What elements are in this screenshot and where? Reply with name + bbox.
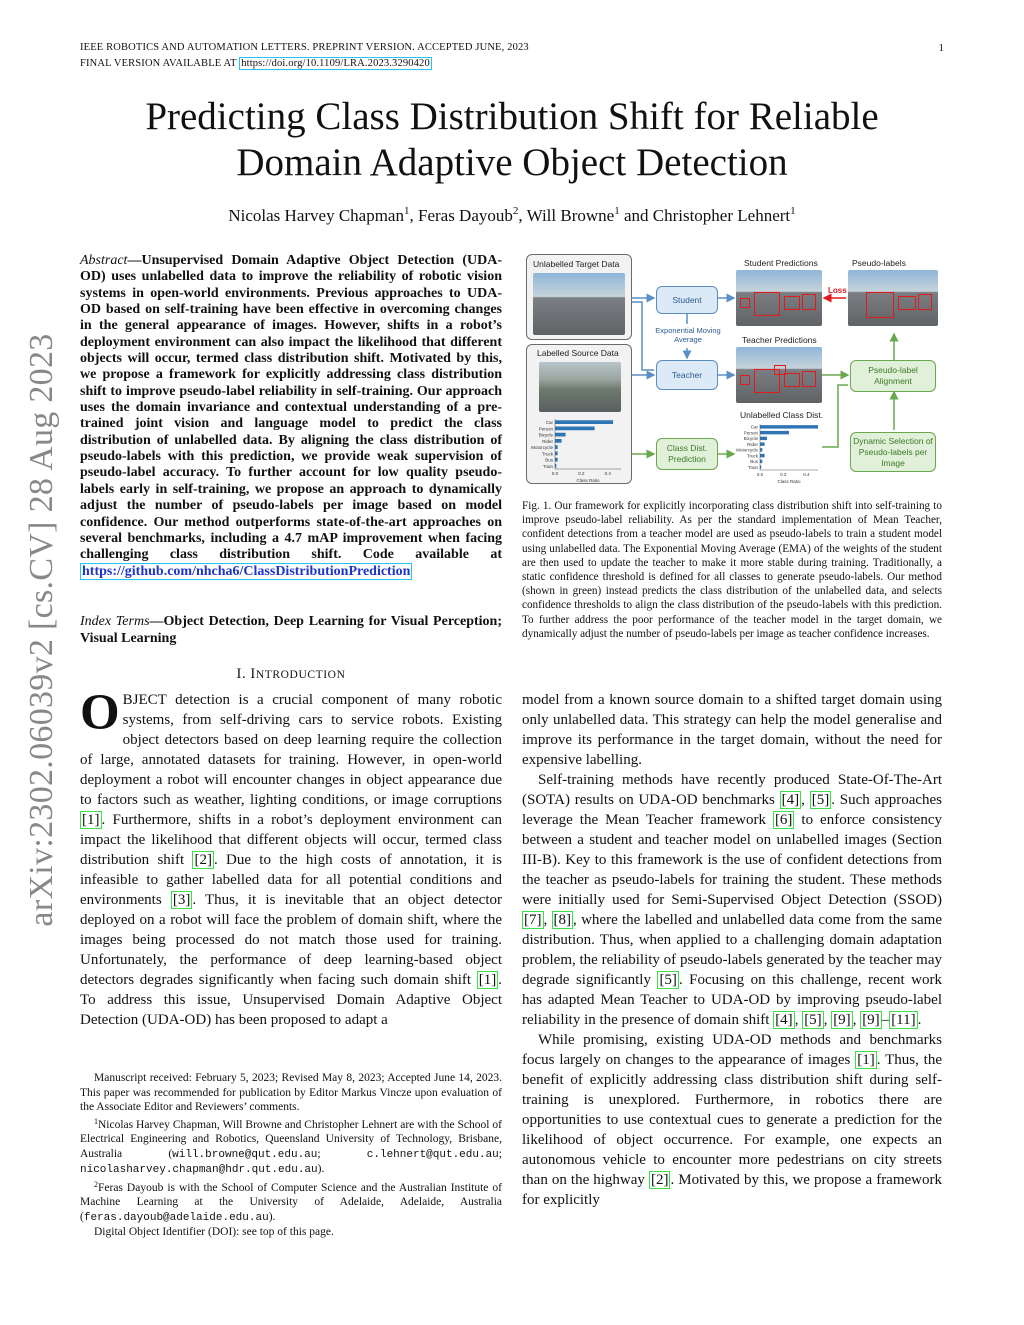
bar-category-label: Train (542, 463, 553, 469)
text: . Thus, it is inevitable that an object detector deployed on a robot will face the problem of domain shift, where the images being processed do not match those used for training. Unfortunately, the performance of deep learning-based object detectors degrades significantly when facing such domain shift (80, 892, 502, 988)
abstract-text: —Unsupervised Domain Adaptive Object Detection (UDA-OD) uses unlabelled data to improve the reliability of robotic vision systems in open-world environments. Previous approaches to UDA-OD based on self-training have been effective in overcoming changes in the general appearance of images. However, shifts in a robot’s deployment environment can also impact the likelihood that different objects will occur, termed class distribution shift. Motivated by this, we propose a framework for explicitly addressing class distribution shift to improve pseudo-label reliability in self-training. Our approach uses the domain invariance and contextual understanding of a pre-trained joint vision and language model to predict the class distribution of unlabelled data. By aligning the class distribution of pseudo-labels with this prediction, we provide weak supervision of pseudo-label accuracy. To further account for low quality pseudo-labels early in self-training, we propose an approach to dynamically adjust the number of pseudo-labels per image based on model confidence. Our method outperforms state-of-the-art approaches on several benchmarks, including a 4.7 mAP improvement when facing challenging class distribution shift. Code available at (80, 253, 502, 563)
bar-category-label: Bus (750, 459, 758, 465)
unlabelled-class-dist-chart (734, 422, 826, 484)
footnote-mark: 2 (94, 1179, 98, 1189)
bar (760, 460, 762, 463)
bar-category-label: Bicycle (743, 436, 758, 442)
citation-link[interactable]: [2] (650, 1172, 669, 1188)
text: . Motivated by this, we propose a framework for explicitly (522, 1172, 942, 1208)
text: , (801, 792, 810, 808)
citation-link[interactable]: [11] (891, 1012, 916, 1028)
doi-link[interactable]: https://doi.org/10.1109/LRA.2023.3290420 (241, 58, 430, 69)
arxiv-identifier: arXiv:2302.06039v2 [cs.CV] 28 Aug 2023 (23, 333, 60, 927)
bar-category-label: Motorcycle (736, 447, 758, 453)
text: ; (498, 1147, 502, 1160)
citation-link[interactable]: [5] (811, 792, 830, 808)
index-terms-label: Index Terms (80, 614, 150, 629)
bounding-box (898, 296, 916, 310)
loss-label: Loss (828, 286, 847, 295)
header-prefix: FINAL VERSION AVAILABLE AT (80, 58, 240, 69)
pseudo-label-alignment-node: Pseudo-label Alignment (850, 360, 936, 392)
pseudo-labels-title: Pseudo-labels (852, 258, 906, 268)
x-tick-label: 0.0 (551, 471, 559, 476)
footnote-doi: Digital Object Identifier (DOI): see top of this page. (94, 1226, 334, 1238)
text: ; (317, 1147, 367, 1160)
author-conjunction: and (623, 206, 649, 225)
paragraph: model from a known source domain to a shifted target domain using only unlabelled data. This strategy can help the model generalise and improve its performance in the target domain, without the need for expensive labelling. (522, 692, 942, 768)
paper-title (80, 94, 944, 186)
text: . To address this issue, Unsupervised Domain Adaptive Object Detection (UDA-OD) has been proposed to adapt a (80, 972, 502, 1028)
text: , (794, 1012, 803, 1028)
footnotes (80, 1071, 502, 1240)
author-affil: 1 (790, 205, 796, 217)
paragraph (522, 770, 942, 1030)
section-heading-introduction (80, 666, 502, 683)
citation-link[interactable]: [8] (553, 912, 572, 928)
text: . Thus, the benefit of explicitly addressing class distribution shift during self-training is unexplored. Furthermore, in robotics there are opportunities to use contextual cues to generate a prediction for the likelihood of object occurrence. For example, one expects an autonomous vehicle to encounter more pedestrians on city streets than on the highway (522, 1052, 943, 1188)
author-list: Nicolas Harvey Chapman$^1$, Feras Dayoub$^2$, Will Browne$^1$ and Christopher Lehnert$^1$ (228, 205, 796, 225)
running-header-line2 (80, 58, 432, 69)
figure-caption: Fig. 1. Our framework for explicitly incorporating class distribution shift into self-training to improve pseudo-label reliability. As per the standard implementation of Mean Teacher, confident detections from a teacher model are used as pseudo-labels to train a student model using unlabelled data. The Exponential Moving Average (EMA) of the weights of the student are then used to update the teacher to make it more stable during training. Traditionally, a static confidence threshold is defined for all classes to generate pseudo-labels. Our method (shown in green) instead predicts the class distribution of the unlabelled data, and selects confidence thresholds to align the class distribution of the pseudo-labels with this prediction. To further address the poor performance of the teacher model in the target domain, we dynamically adjust the number of pseudo-labels per image as teacher confidence increases. (522, 500, 942, 640)
footnote-mark: 1 (94, 1116, 98, 1126)
bounding-box (802, 294, 816, 310)
bar-category-label: Bus (545, 457, 553, 463)
bounding-box (774, 365, 786, 375)
bar-category-label: Train (747, 464, 758, 470)
running-header: IEEE ROBOTICS AND AUTOMATION LETTERS. PREPRINT VERSION. ACCEPTED JUNE, 2023 (80, 42, 529, 53)
section-title: NTRODUCTION (255, 669, 346, 681)
index-terms (80, 614, 502, 647)
x-tick-label: 0.0 (756, 472, 764, 477)
teacher-predictions-title: Teacher Predictions (742, 335, 817, 345)
citation-link[interactable]: [4] (775, 1012, 793, 1028)
teacher-node: Teacher (656, 360, 718, 390)
text: Self-training methods have recently produced State-Of-The-Art (SOTA) results on UDA-OD benchmarks (522, 772, 942, 808)
bounding-box (918, 294, 932, 310)
citation-link[interactable]: [1] (82, 812, 100, 828)
title-line-2: Domain Adaptive Object Detection (236, 141, 788, 184)
bar-category-label: Person (743, 430, 758, 436)
bar-category-label: Rider (542, 438, 553, 444)
drop-cap: O (80, 685, 120, 741)
bar-category-label: Motorcycle (531, 445, 553, 450)
bar-category-label: Truck (541, 451, 553, 457)
paragraph (522, 1030, 942, 1210)
citation-link[interactable]: [2] (194, 852, 212, 868)
footnote-affil-2 (80, 1178, 502, 1226)
bar (760, 442, 765, 445)
footnote-manuscript: Manuscript received: February 5, 2023; Revised May 8, 2023; Accepted June 14, 2023. This paper was recommended for publication by Editor Markus Vincze upon evaluation of the Associate Editor and Reviewers’ comments. (80, 1072, 502, 1113)
email: feras.dayoub@adelaide.edu.au (83, 1211, 269, 1224)
text: – (881, 1012, 890, 1028)
text: . Due to the high costs of annotation, it is infeasible to gather labelled data for all potential conditions and environments (80, 852, 502, 908)
student-predictions-title: Student Predictions (744, 258, 818, 268)
author-affil: 2 (512, 205, 519, 217)
class-dist-prediction-node: Class Dist. Prediction (656, 438, 718, 470)
bar (760, 437, 767, 440)
x-axis-label: Class Ratio (777, 479, 801, 484)
arrow (632, 302, 654, 370)
bar-category-label: Truck (746, 453, 758, 459)
ema-label: Exponential Moving Average (655, 326, 721, 344)
text: Feras Dayoub is with the School of Computer Science and the Australian Institute of Machine Learning at the University of Adelaide, Adelaide, Australia ( (80, 1181, 502, 1223)
x-axis-label: Class Ratio (576, 478, 600, 483)
bar (760, 425, 818, 428)
citation-link[interactable]: [1] (857, 1052, 875, 1068)
email: c.lehnert@qut.edu.au (366, 1148, 499, 1161)
text: , (852, 1012, 861, 1028)
text: . Such approaches leverage the Mean Teacher framework (522, 792, 942, 828)
citation-link[interactable]: [9] (862, 1012, 880, 1028)
bounding-box (784, 373, 800, 387)
author-name: Christopher Lehnert (652, 206, 791, 225)
intro-paragraph (80, 685, 502, 1030)
teacher-predictions-image (736, 347, 822, 403)
bar (760, 448, 762, 451)
text: to enforce consistency between a student and teacher model on unlabelled images (Section III-B). Key to this framework is the use of confident detections from the teacher as pseudo-labels for training the student. These methods were initially used for Semi-Supervised Object Detection (SSOD) (522, 812, 942, 908)
index-terms-text: —Object Detection, Deep Learning for Visual Perception; Visual Learning (80, 614, 502, 646)
text: , (823, 1012, 832, 1028)
bounding-box (802, 371, 816, 387)
title-line-1: Predicting Class Distribution Shift for Reliable (145, 95, 879, 138)
citation-link[interactable]: [6] (774, 812, 793, 828)
citation-link[interactable]: [3] (172, 892, 191, 908)
figure-1 (522, 252, 942, 488)
student-predictions-image (736, 270, 822, 326)
bounding-box (754, 292, 780, 316)
panel-title: Labelled Source Data (537, 348, 619, 358)
bounding-box (784, 296, 800, 310)
dynamic-selection-node: Dynamic Selection of Pseudo-labels per Image (850, 432, 936, 472)
abstract (80, 253, 502, 580)
author-affil: 1 (403, 205, 410, 217)
text: Nicolas Harvey Chapman, Will Browne and Christopher Lehnert are with the School of Electrical Engineering and Robotics, Queensland University of Technology, Brisbane, Australia ( (80, 1118, 502, 1160)
code-link[interactable]: https://github.com/nhcha6/ClassDistributionPrediction (82, 563, 411, 579)
text: While promising, existing UDA-OD methods and benchmarks focus largely on changes to the appearance of images (522, 1032, 942, 1068)
bar-category-label: Rider (747, 441, 758, 447)
citation-link[interactable]: [9] (833, 1012, 851, 1028)
student-node: Student (656, 286, 718, 314)
text: , (543, 912, 552, 928)
citation-link[interactable]: [7] (524, 912, 542, 928)
text: . (917, 1012, 922, 1028)
bar-category-label: Person (538, 426, 553, 432)
author-affil: 1 (614, 205, 620, 217)
footnote-affil-1 (80, 1115, 502, 1178)
email: will.browne@qut.edu.au (172, 1148, 318, 1161)
text: . Focusing on this challenge, recent work has adapted Mean Teacher to UDA-OD by improving pseudo-label reliability in the presence of domain shift (522, 972, 942, 1028)
bounding-box (740, 298, 750, 308)
bounding-box (866, 292, 894, 318)
author-name: Feras Dayoub (417, 206, 513, 225)
arxiv-sidebar (18, 300, 66, 960)
author-name: Nicolas Harvey Chapman (228, 206, 404, 225)
author-name: Will Browne (526, 206, 615, 225)
text: BJECT detection is a crucial component of many robotic systems, from self-driving cars to service robots. Existing object detectors based on deep learning require the collection of large, annotated datasets for training. However, in open-world deployment a robot will encounter changes in object appearance due to factors such as weather, lighting conditions, or image corruptions (80, 692, 502, 808)
citation-link[interactable]: [1] (478, 972, 497, 988)
right-column-text (522, 690, 942, 1210)
x-tick-label: 0.2 (780, 472, 787, 477)
bar (760, 454, 765, 457)
text: ). (317, 1163, 325, 1175)
unlabelled-class-dist-title: Unlabelled Class Dist. (740, 410, 824, 420)
citation-link[interactable]: [5] (804, 1012, 822, 1028)
text: ). (268, 1210, 276, 1223)
pseudo-labels-image (848, 270, 938, 326)
bar-category-label: Car (750, 424, 758, 430)
x-tick-label: 0.4 (604, 471, 611, 476)
bar-category-label: Bicycle (538, 432, 553, 438)
text: , where the labelled and unlabelled data come from the same distribution. Thus, when applied to a challenging domain adaptation problem, the reliability of pseudo-labels generated by the teacher may degrade significantly (522, 912, 942, 988)
section-number: I. I (236, 666, 256, 682)
bar (760, 431, 789, 434)
abstract-label: Abstract (80, 253, 128, 268)
panel-title: Unlabelled Target Data (533, 259, 620, 269)
x-tick-label: 0.2 (578, 471, 585, 476)
text: . Furthermore, shifts in a robot’s deployment environment can impact the likelihood that different objects will occur, termed class distribution shift (80, 812, 502, 868)
email: nicolasharvey.chapman@hdr.qut.edu.au (80, 1164, 318, 1176)
bar-category-label: Car (545, 420, 553, 425)
page-number: 1 (938, 42, 944, 54)
x-tick-label: 0.4 (803, 472, 810, 477)
citation-link[interactable]: [5] (659, 972, 677, 988)
citation-link[interactable]: [4] (781, 792, 800, 808)
bounding-box (740, 375, 750, 385)
